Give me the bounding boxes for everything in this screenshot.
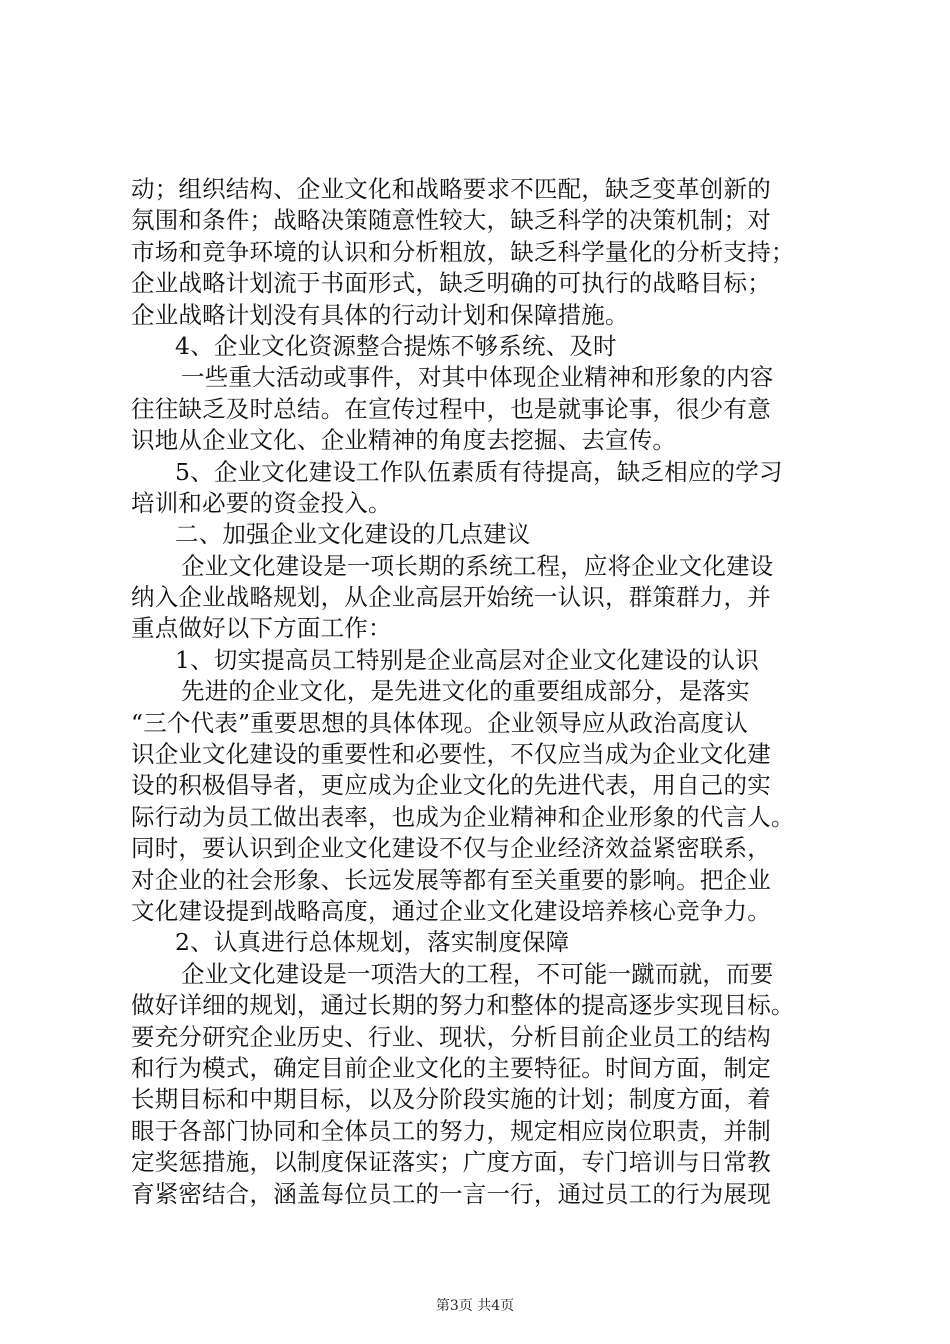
text-line: 眼于各部门协同和全体员工的努力，规定相应岗位职责，并制 (131, 1116, 771, 1145)
text-line: 氛围和条件；战略决策随意性较大，缺乏科学的决策机制；对 (131, 206, 771, 235)
text-line: 定奖惩措施，以制度保证落实；广度方面，专门培训与日常教 (131, 1148, 771, 1177)
text-line: 长期目标和中期目标，以及分阶段实施的计划；制度方面，着 (131, 1085, 771, 1114)
text-line: 识企业文化建设的重要性和必要性，不仅应当成为企业文化建 (131, 740, 771, 769)
text-line: 和行为模式，确定目前企业文化的主要特征。时间方面，制定 (131, 1053, 771, 1082)
text-line: 培训和必要的资金投入。 (131, 488, 392, 517)
text-line: 对企业的社会形象、长远发展等都有至关重要的影响。把企业 (131, 865, 771, 894)
section-heading: 4、企业文化资源整合提炼不够系统、及时 (175, 331, 617, 360)
text-line: 重点做好以下方面工作： (131, 614, 392, 643)
text-line: “三个代表”重要思想的具体体现。企业领导应从政治高度认 (131, 708, 748, 737)
text-line: 一些重大活动或事件，对其中体现企业精神和形象的内容 (181, 363, 774, 392)
section-heading: 二、加强企业文化建设的几点建议 (175, 520, 531, 549)
text-line: 育紧密结合，涵盖每位员工的一言一行，通过员工的行为展现 (131, 1179, 771, 1208)
document-body (131, 174, 846, 1210)
section-heading: 2、认真进行总体规划，落实制度保障 (175, 928, 570, 957)
text-line: 企业文化建设是一项浩大的工程，不可能一蹴而就，而要 (181, 959, 774, 988)
text-line: 要充分研究企业历史、行业、现状，分析目前企业员工的结构 (131, 1022, 771, 1051)
text-line: 企业文化建设是一项长期的系统工程，应将企业文化建设 (181, 551, 774, 580)
page-footer: 第3页 共4页 (435, 1298, 515, 1314)
text-line: 动；组织结构、企业文化和战略要求不匹配，缺乏变革创新的 (131, 175, 771, 203)
text-line: 同时，要认识到企业文化建设不仅与企业经济效益紧密联系， (131, 834, 771, 863)
text-line: 先进的企业文化，是先进文化的重要组成部分，是落实 (181, 677, 750, 706)
text-line: 往往缺乏及时总结。在宣传过程中，也是就事论事，很少有意 (131, 394, 771, 423)
text-line: 做好详细的规划，通过长期的努力和整体的提高逐步实现目标。 (131, 991, 795, 1020)
text-line: 市场和竞争环境的认识和分析粗放，缺乏科学量化的分析支持； (131, 237, 795, 266)
text-line: 设的积极倡导者，更应成为企业文化的先进代表，用自己的实 (131, 771, 771, 800)
section-heading: 5、企业文化建设工作队伍素质有待提高，缺乏相应的学习 (175, 457, 783, 486)
text-line: 纳入企业战略规划，从企业高层开始统一认识，群策群力，并 (131, 583, 771, 612)
text-line: 企业战略计划流于书面形式，缺乏明确的可执行的战略目标； (131, 269, 771, 298)
text-line: 识地从企业文化、企业精神的角度去挖掘、去宣传。 (131, 426, 677, 455)
text-line: 际行动为员工做出表率，也成为企业精神和企业形象的代言人。 (131, 802, 795, 831)
text-line: 企业战略计划没有具体的行动计划和保障措施。 (131, 300, 629, 329)
section-heading: 1、切实提高员工特别是企业高层对企业文化建设的认识 (175, 645, 759, 674)
text-line: 文化建设提到战略高度，通过企业文化建设培养核心竞争力。 (131, 896, 771, 925)
